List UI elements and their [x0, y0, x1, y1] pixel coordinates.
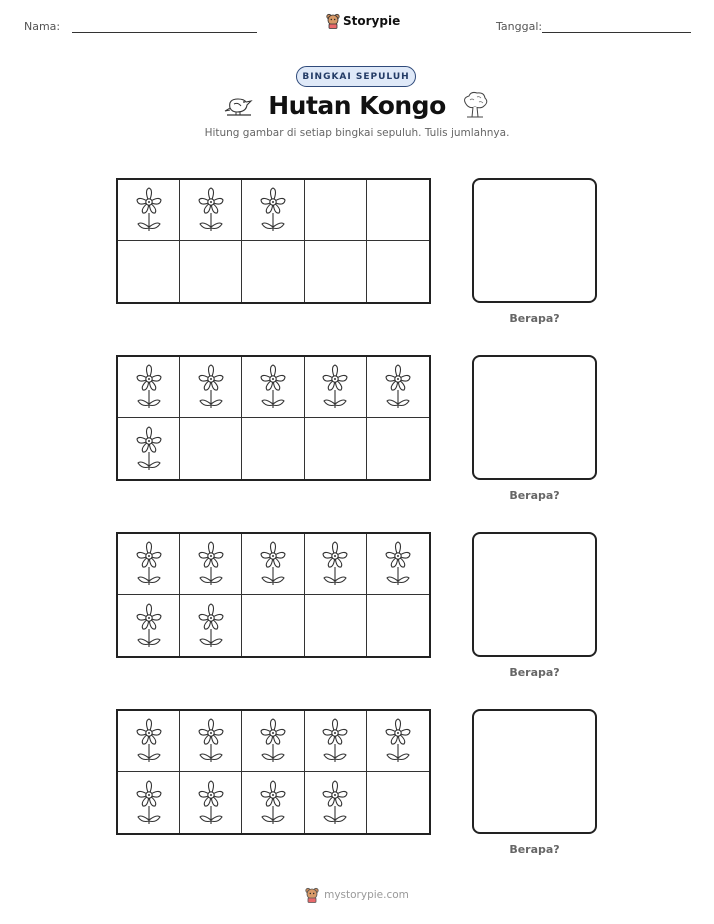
frame-cell	[118, 534, 180, 595]
flower-icon	[380, 541, 416, 587]
frame-cell	[305, 595, 367, 656]
flower-icon	[255, 718, 291, 764]
frame-cell	[305, 418, 367, 479]
flower-icon	[131, 187, 167, 233]
frame-cell	[180, 418, 242, 479]
answer-box-2[interactable]	[472, 355, 597, 480]
frame-cell	[180, 711, 242, 772]
frame-cell	[180, 357, 242, 418]
frame-cell	[118, 595, 180, 656]
title-row	[0, 90, 714, 120]
frame-cell	[367, 418, 429, 479]
flower-icon	[255, 364, 291, 410]
flower-icon	[131, 780, 167, 826]
frame-cell	[367, 534, 429, 595]
question-label-4: Berapa?	[509, 843, 560, 856]
flower-icon	[193, 718, 229, 764]
frame-cell	[180, 241, 242, 302]
frame-cell	[242, 241, 304, 302]
flower-icon	[380, 364, 416, 410]
flower-icon	[131, 426, 167, 472]
frame-cell	[367, 595, 429, 656]
frame-cell	[242, 772, 304, 833]
answer-box-3[interactable]	[472, 532, 597, 657]
flower-icon	[193, 187, 229, 233]
flower-icon	[317, 541, 353, 587]
ten-frame-2	[116, 355, 431, 481]
flower-icon	[193, 603, 229, 649]
frame-cell	[305, 711, 367, 772]
instructions: Hitung gambar di setiap bingkai sepuluh. Tulis jumlahnya.	[204, 127, 510, 139]
frame-cell	[242, 357, 304, 418]
frame-cell	[305, 772, 367, 833]
bird-icon	[224, 91, 254, 119]
answer-box-1[interactable]	[472, 178, 597, 303]
frame-cell	[118, 418, 180, 479]
frame-cell	[367, 241, 429, 302]
frame-cell	[118, 357, 180, 418]
flower-icon	[317, 364, 353, 410]
frame-cell	[367, 357, 429, 418]
frame-cell	[118, 180, 180, 241]
flower-icon	[131, 364, 167, 410]
frame-cell	[118, 241, 180, 302]
page-title: Hutan Kongo	[268, 90, 446, 120]
frame-cell	[180, 180, 242, 241]
frame-cell	[180, 595, 242, 656]
question-label-1: Berapa?	[509, 312, 560, 325]
frame-cell	[305, 534, 367, 595]
flower-icon	[193, 541, 229, 587]
worksheet-type-badge: BINGKAI SEPULUH	[296, 66, 416, 87]
flower-icon	[380, 718, 416, 764]
flower-icon	[317, 780, 353, 826]
name-label: Nama:	[24, 20, 61, 33]
frame-cell	[118, 711, 180, 772]
flower-icon	[193, 780, 229, 826]
frame-cell	[180, 534, 242, 595]
tree-icon	[460, 90, 490, 120]
answer-box-4[interactable]	[472, 709, 597, 834]
date-line[interactable]	[542, 32, 691, 33]
brand-logo	[326, 13, 400, 29]
flower-icon	[317, 718, 353, 764]
bear-mascot-icon	[326, 13, 340, 29]
frame-cell	[242, 595, 304, 656]
question-label-2: Berapa?	[509, 489, 560, 502]
flower-icon	[193, 364, 229, 410]
frame-cell	[305, 241, 367, 302]
date-label: Tanggal:	[496, 20, 543, 33]
flower-icon	[131, 718, 167, 764]
frame-cell	[367, 772, 429, 833]
frame-cell	[242, 711, 304, 772]
flower-icon	[255, 780, 291, 826]
frame-cell	[180, 772, 242, 833]
question-label-3: Berapa?	[509, 666, 560, 679]
brand-name: Storypie	[343, 14, 401, 28]
ten-frame-4	[116, 709, 431, 835]
frame-cell	[242, 180, 304, 241]
flower-icon	[131, 603, 167, 649]
ten-frame-3	[116, 532, 431, 658]
frame-cell	[367, 180, 429, 241]
footer	[0, 887, 714, 903]
frame-cell	[242, 534, 304, 595]
footer-url[interactable]: mystorypie.com	[324, 889, 409, 901]
frame-cell	[367, 711, 429, 772]
name-line[interactable]	[72, 32, 257, 33]
frame-cell	[118, 772, 180, 833]
ten-frame-1	[116, 178, 431, 304]
flower-icon	[255, 541, 291, 587]
bear-mascot-icon	[305, 887, 319, 903]
flower-icon	[255, 187, 291, 233]
frame-cell	[305, 180, 367, 241]
frame-cell	[305, 357, 367, 418]
flower-icon	[131, 541, 167, 587]
frame-cell	[242, 418, 304, 479]
